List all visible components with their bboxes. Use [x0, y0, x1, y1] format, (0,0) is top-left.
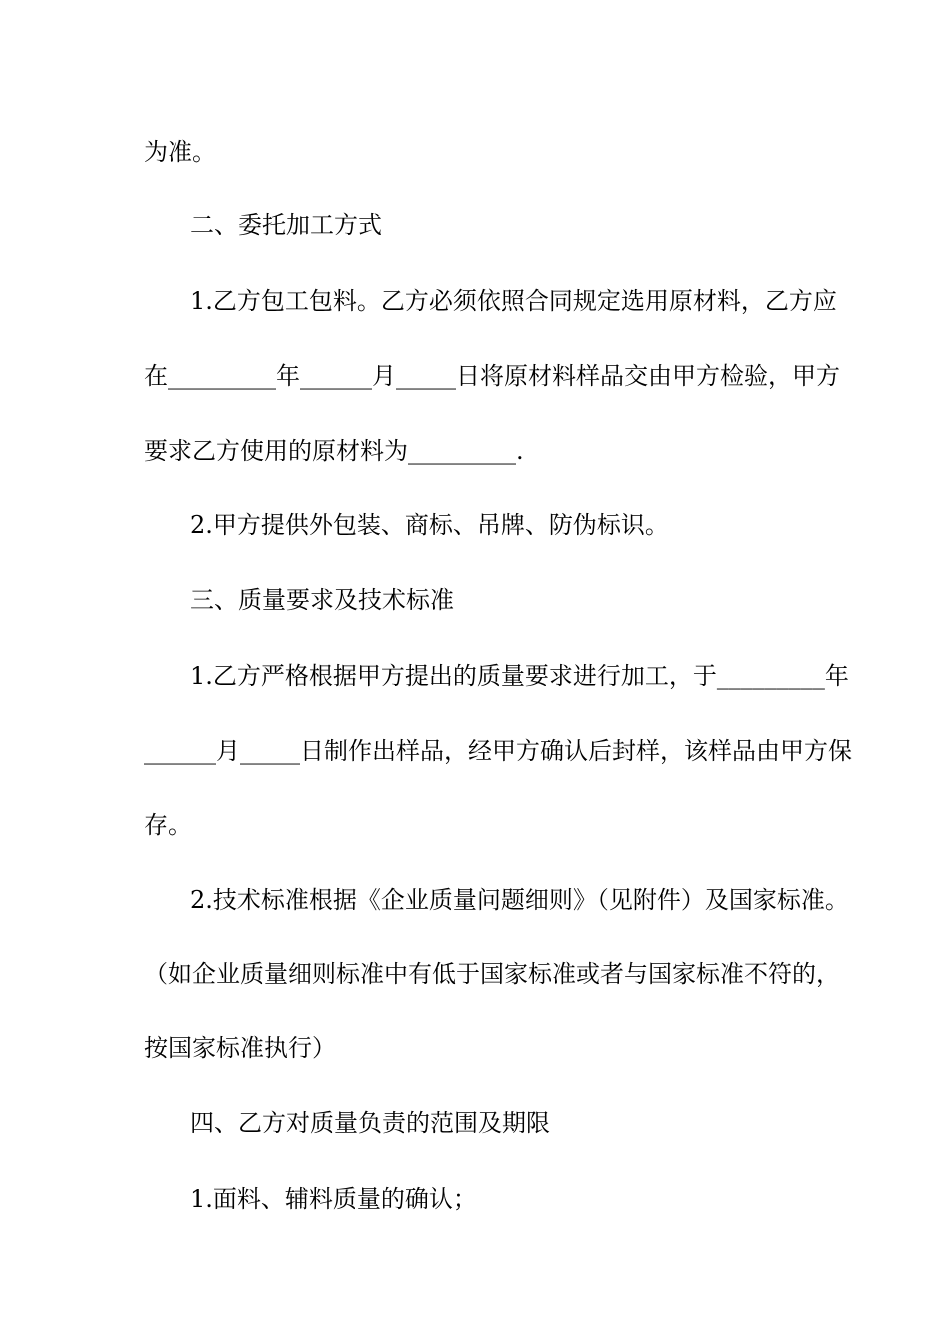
- clause-3-2-line-3: 按国家标准执行）: [144, 1034, 336, 1062]
- clause-2-2: 2.甲方提供外包装、商标、吊牌、防伪标识。: [190, 511, 669, 539]
- clause-3-1-line-3: 存。: [144, 811, 192, 839]
- text-line-1: 为准。: [144, 138, 216, 166]
- section-heading-3: 三、质量要求及技术标准: [190, 586, 454, 614]
- clause-2-1-line-2: 在_________年______月_____日将原材料样品交由甲方检验，甲方: [144, 362, 840, 390]
- clause-2-1-line-3: 要求乙方使用的原材料为_________.: [144, 437, 524, 465]
- section-heading-2: 二、委托加工方式: [190, 211, 382, 239]
- clause-3-2-line-1: 2.技术标准根据《企业质量问题细则》（见附件）及国家标准。: [190, 886, 849, 914]
- clause-4-1: 1.面料、辅料质量的确认；: [190, 1185, 477, 1213]
- clause-3-2-line-2: （如企业质量细则标准中有低于国家标准或者与国家标准不符的，: [144, 960, 840, 988]
- section-heading-4: 四、乙方对质量负责的范围及期限: [190, 1109, 550, 1137]
- clause-3-1-line-2: ______月_____日制作出样品，经甲方确认后封样，该样品由甲方保: [144, 737, 852, 765]
- clause-2-1-line-1: 1.乙方包工包料。乙方必须依照合同规定选用原材料，乙方应: [190, 287, 837, 315]
- clause-3-1-line-1: 1.乙方严格根据甲方提出的质量要求进行加工，于_________年: [190, 662, 849, 690]
